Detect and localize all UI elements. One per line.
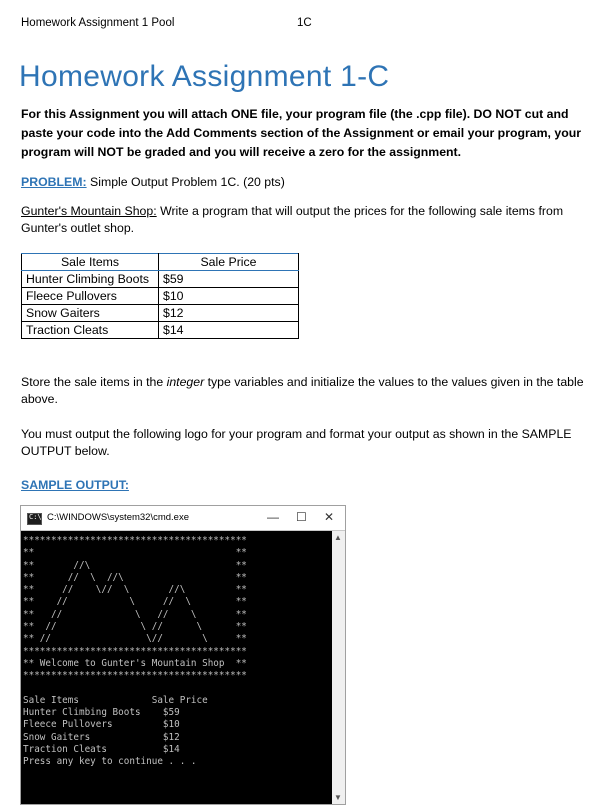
- problem-line: [21, 175, 285, 189]
- table-cell-price: $59: [159, 271, 299, 288]
- store-text-before: Store the sale items in the: [21, 375, 167, 389]
- description-text: Write a program that will output the prices for the following sale items from Gunter's outlet shop.: [21, 204, 564, 235]
- header-assignment-code: 1C: [297, 17, 312, 29]
- shop-name: Gunter's Mountain Shop:: [21, 204, 157, 218]
- console-screen[interactable]: [21, 531, 332, 803]
- cmd-title-bar[interactable]: [21, 506, 345, 531]
- sale-items-table: [21, 253, 299, 339]
- output-instructions: You must output the following logo for your program and format your output as shown in the SAMPLE OUTPUT below.: [21, 427, 572, 458]
- table-row: [22, 305, 299, 322]
- table-header-row: [22, 254, 299, 271]
- minimize-button[interactable]: —: [267, 510, 279, 524]
- store-instructions: [21, 374, 591, 408]
- table-header-price: Sale Price: [159, 254, 299, 271]
- table-row: [22, 288, 299, 305]
- table-cell-price: $14: [159, 322, 299, 339]
- maximize-button[interactable]: ☐: [296, 510, 307, 524]
- console-icon: C:\: [27, 513, 42, 525]
- table-row: [22, 322, 299, 339]
- header-course-title: Homework Assignment 1 Pool: [21, 17, 175, 29]
- intro-instructions: For this Assignment you will attach ONE file, your program file (the .cpp file). DO NOT cut and paste your code into the Add Comments section of the Assignment or email your program, your program will NOT be graded and you will receive a zero for the assignment.: [21, 107, 582, 159]
- problem-description: [21, 203, 591, 237]
- console-scrollbar[interactable]: [332, 531, 345, 804]
- cmd-window: [20, 505, 346, 805]
- table-cell-item: Hunter Climbing Boots: [22, 271, 159, 288]
- table-cell-price: $12: [159, 305, 299, 322]
- table-row: [22, 271, 299, 288]
- console-output: **************************************** ** ** ** //\ ** ** // \ //\ ** ** // \// \ //\ ** ** // \ // \ ** ** // \ // \ ** ** // \ // \ ** ** // \// \ ** **************************************** ** Welcome to Gunter's Mountain Shop ** **************************************** Sale Items Sale Price Hunter Climbing Boots $59 Fleece Pullovers $10 Snow Gaiters $12 Traction Cleats $14 Press any key to continue . . .: [23, 535, 247, 768]
- table-cell-price: $10: [159, 288, 299, 305]
- table-header-items: Sale Items: [22, 254, 159, 271]
- table-cell-item: Traction Cleats: [22, 322, 159, 339]
- sample-output-label: SAMPLE OUTPUT:: [21, 478, 129, 492]
- cmd-window-title: C:\WINDOWS\system32\cmd.exe: [47, 512, 189, 523]
- close-button[interactable]: ✕: [324, 510, 335, 524]
- problem-text: Simple Output Problem 1C. (20 pts): [86, 175, 285, 189]
- problem-label: PROBLEM:: [21, 175, 87, 189]
- scroll-down-icon[interactable]: ▼: [334, 793, 342, 802]
- table-cell-item: Fleece Pullovers: [22, 288, 159, 305]
- store-text-after: type variables and initialize the values to the values given in the table above.: [21, 375, 584, 406]
- scroll-up-icon[interactable]: ▲: [334, 533, 342, 542]
- page-title: Homework Assignment 1-C: [19, 60, 390, 93]
- table-cell-item: Snow Gaiters: [22, 305, 159, 322]
- store-type: integer: [166, 375, 205, 389]
